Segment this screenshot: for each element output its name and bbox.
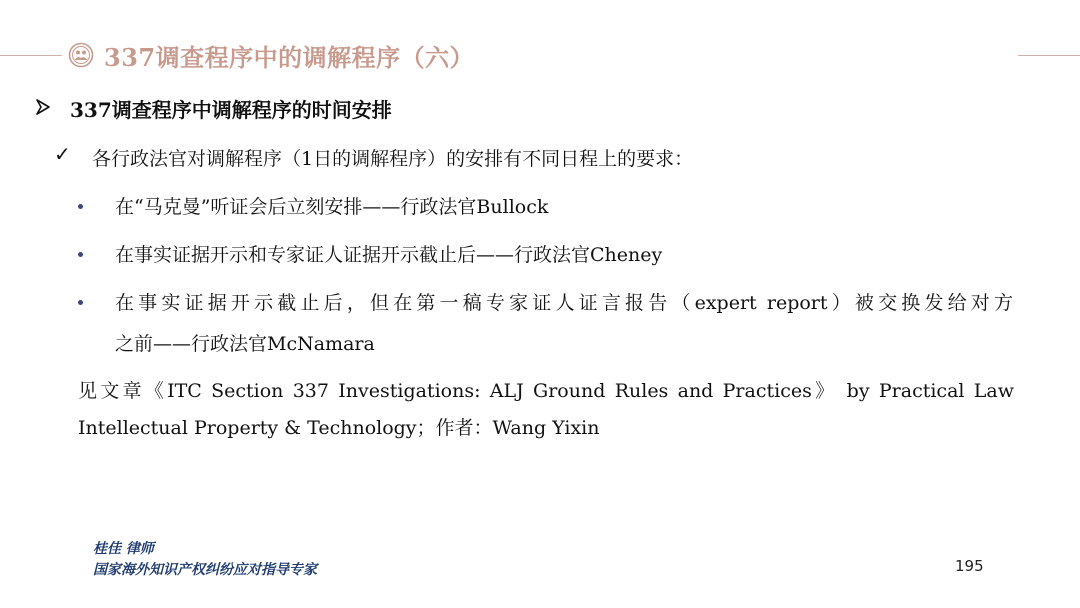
section-heading: 337调查程序中调解程序的时间安排 bbox=[70, 98, 392, 122]
checkmark-icon: ✓ bbox=[54, 142, 71, 166]
footer-role: 国家海外知识产权纠纷应对指导专家 bbox=[93, 562, 317, 578]
subheading: 各行政法官对调解程序（1日的调解程序）的安排有不同日程上的要求： bbox=[92, 148, 694, 170]
bullet-item-line-1: 在事实证据开示截止后，但在第一稿专家证人证言报告（expert report）被交换发给对方 bbox=[115, 292, 1013, 314]
bullet-dot-icon bbox=[78, 300, 83, 305]
arrow-bullet-icon bbox=[34, 98, 52, 116]
bullet-item: 在事实证据开示和专家证人证据开示截止后——行政法官Cheney bbox=[115, 244, 663, 266]
reference-line-2: Intellectual Property & Technology；作者：Wang Yixin bbox=[78, 417, 600, 439]
people-circle-icon bbox=[68, 42, 94, 68]
footer-author: 桂佳 律师 bbox=[93, 541, 154, 557]
reference-line-1: 见文章《ITC Section 337 Investigations: ALJ Ground Rules and Practices》 by Practical Law bbox=[78, 380, 1014, 402]
bullet-item: 在“马克曼”听证会后立刻安排——行政法官Bullock bbox=[115, 196, 549, 218]
bullet-item-line-2: 之前——行政法官McNamara bbox=[115, 333, 375, 355]
title-bar bbox=[68, 38, 474, 72]
header-rule-left bbox=[0, 55, 62, 56]
header-rule-right bbox=[1018, 55, 1080, 56]
bullet-dot-icon bbox=[78, 252, 83, 257]
page-number: 195 bbox=[955, 557, 984, 575]
bullet-dot-icon bbox=[78, 204, 83, 209]
page-title: 337调查程序中的调解程序（六） bbox=[104, 42, 475, 72]
